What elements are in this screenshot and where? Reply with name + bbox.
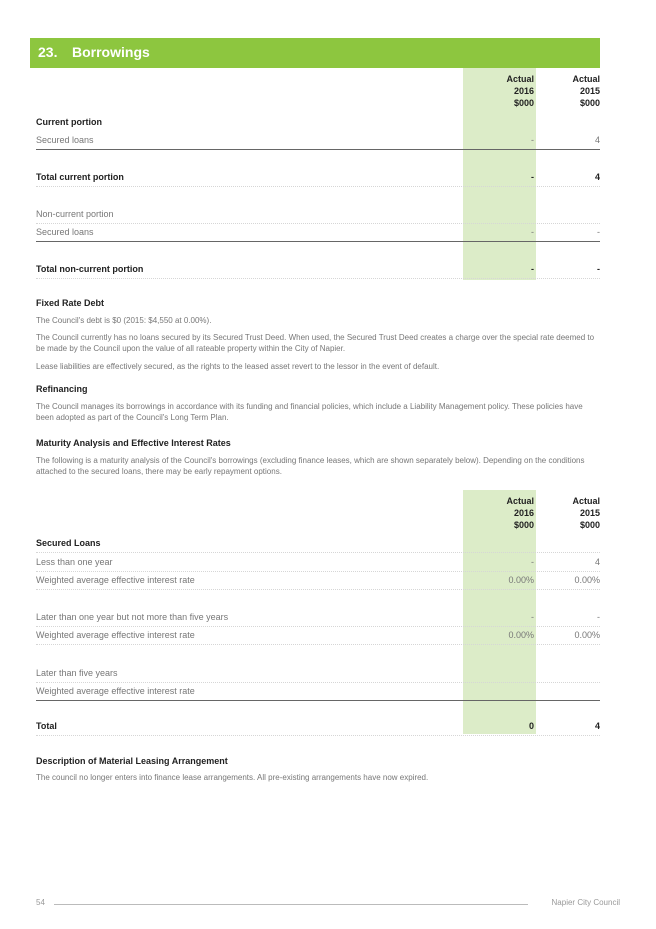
table-row: Weighted average effective interest rate 0.00% 0.00% [36, 571, 600, 590]
table-row: Secured loans - - [36, 223, 600, 242]
total-row: Total 0 4 [36, 717, 600, 736]
table-row: Less than one year - 4 [36, 553, 600, 572]
total-row: Total non-current portion - - [36, 260, 600, 279]
section-number: 23. [38, 44, 58, 60]
refinancing-heading: Refinancing [36, 384, 88, 394]
total-row: Total current portion - 4 [36, 168, 600, 187]
current-portion-heading: Current portion [36, 117, 102, 127]
organization-name: Napier City Council [551, 898, 620, 907]
paragraph: The Council's debt is $0 (2015: $4,550 at 0.00%). [36, 316, 212, 325]
page-footer [36, 898, 620, 910]
footer-divider [54, 904, 528, 905]
paragraph: The Council manages its borrowings in accordance with its funding and financial policies, which include a Liability Management policy. These policies have been adopted as part of the Council's Long Term Plan. [36, 402, 583, 422]
leasing-heading: Description of Material Leasing Arrangement [36, 756, 228, 766]
table-row: Weighted average effective interest rate 0.00% 0.00% [36, 626, 600, 645]
paragraph: The council no longer enters into finance lease arrangements. All pre-existing arrangements have now expired. [36, 773, 429, 782]
section-title: Borrowings [72, 44, 150, 60]
secured-loans-heading: Secured Loans [36, 534, 600, 553]
col-header-2016: Actual 2016 $000 [506, 74, 534, 108]
maturity-heading: Maturity Analysis and Effective Interest Rates [36, 438, 231, 448]
col-header-2015: Actual 2015 $000 [572, 496, 600, 530]
table-row: Later than one year but not more than five years - - [36, 608, 600, 627]
fixed-rate-heading: Fixed Rate Debt [36, 298, 105, 308]
section-header [30, 38, 600, 68]
paragraph: Lease liabilities are effectively secured, as the rights to the leased asset revert to the lessor in the event of default. [36, 362, 440, 371]
paragraph: The following is a maturity analysis of the Council's borrowings (excluding finance leases, which are shown separately below). Depending on the conditions attached to the secured loans, there may be early repayment options. [36, 456, 585, 476]
noncurrent-portion-heading: Non-current portion [36, 205, 600, 224]
table-row: Secured loans - 4 [36, 131, 600, 150]
paragraph: The Council currently has no loans secured by its Secured Trust Deed. When used, the Secured Trust Deed creates a charge over the special rate deemed to be made by the Council upon the value of all rateable property within the City of Napier. [36, 333, 595, 353]
col-header-2016: Actual 2016 $000 [506, 496, 534, 530]
table-row: Later than five years [36, 664, 600, 683]
page-number: 54 [36, 898, 45, 907]
col-header-2015: Actual 2015 $000 [572, 74, 600, 108]
table-row: Weighted average effective interest rate [36, 682, 600, 701]
